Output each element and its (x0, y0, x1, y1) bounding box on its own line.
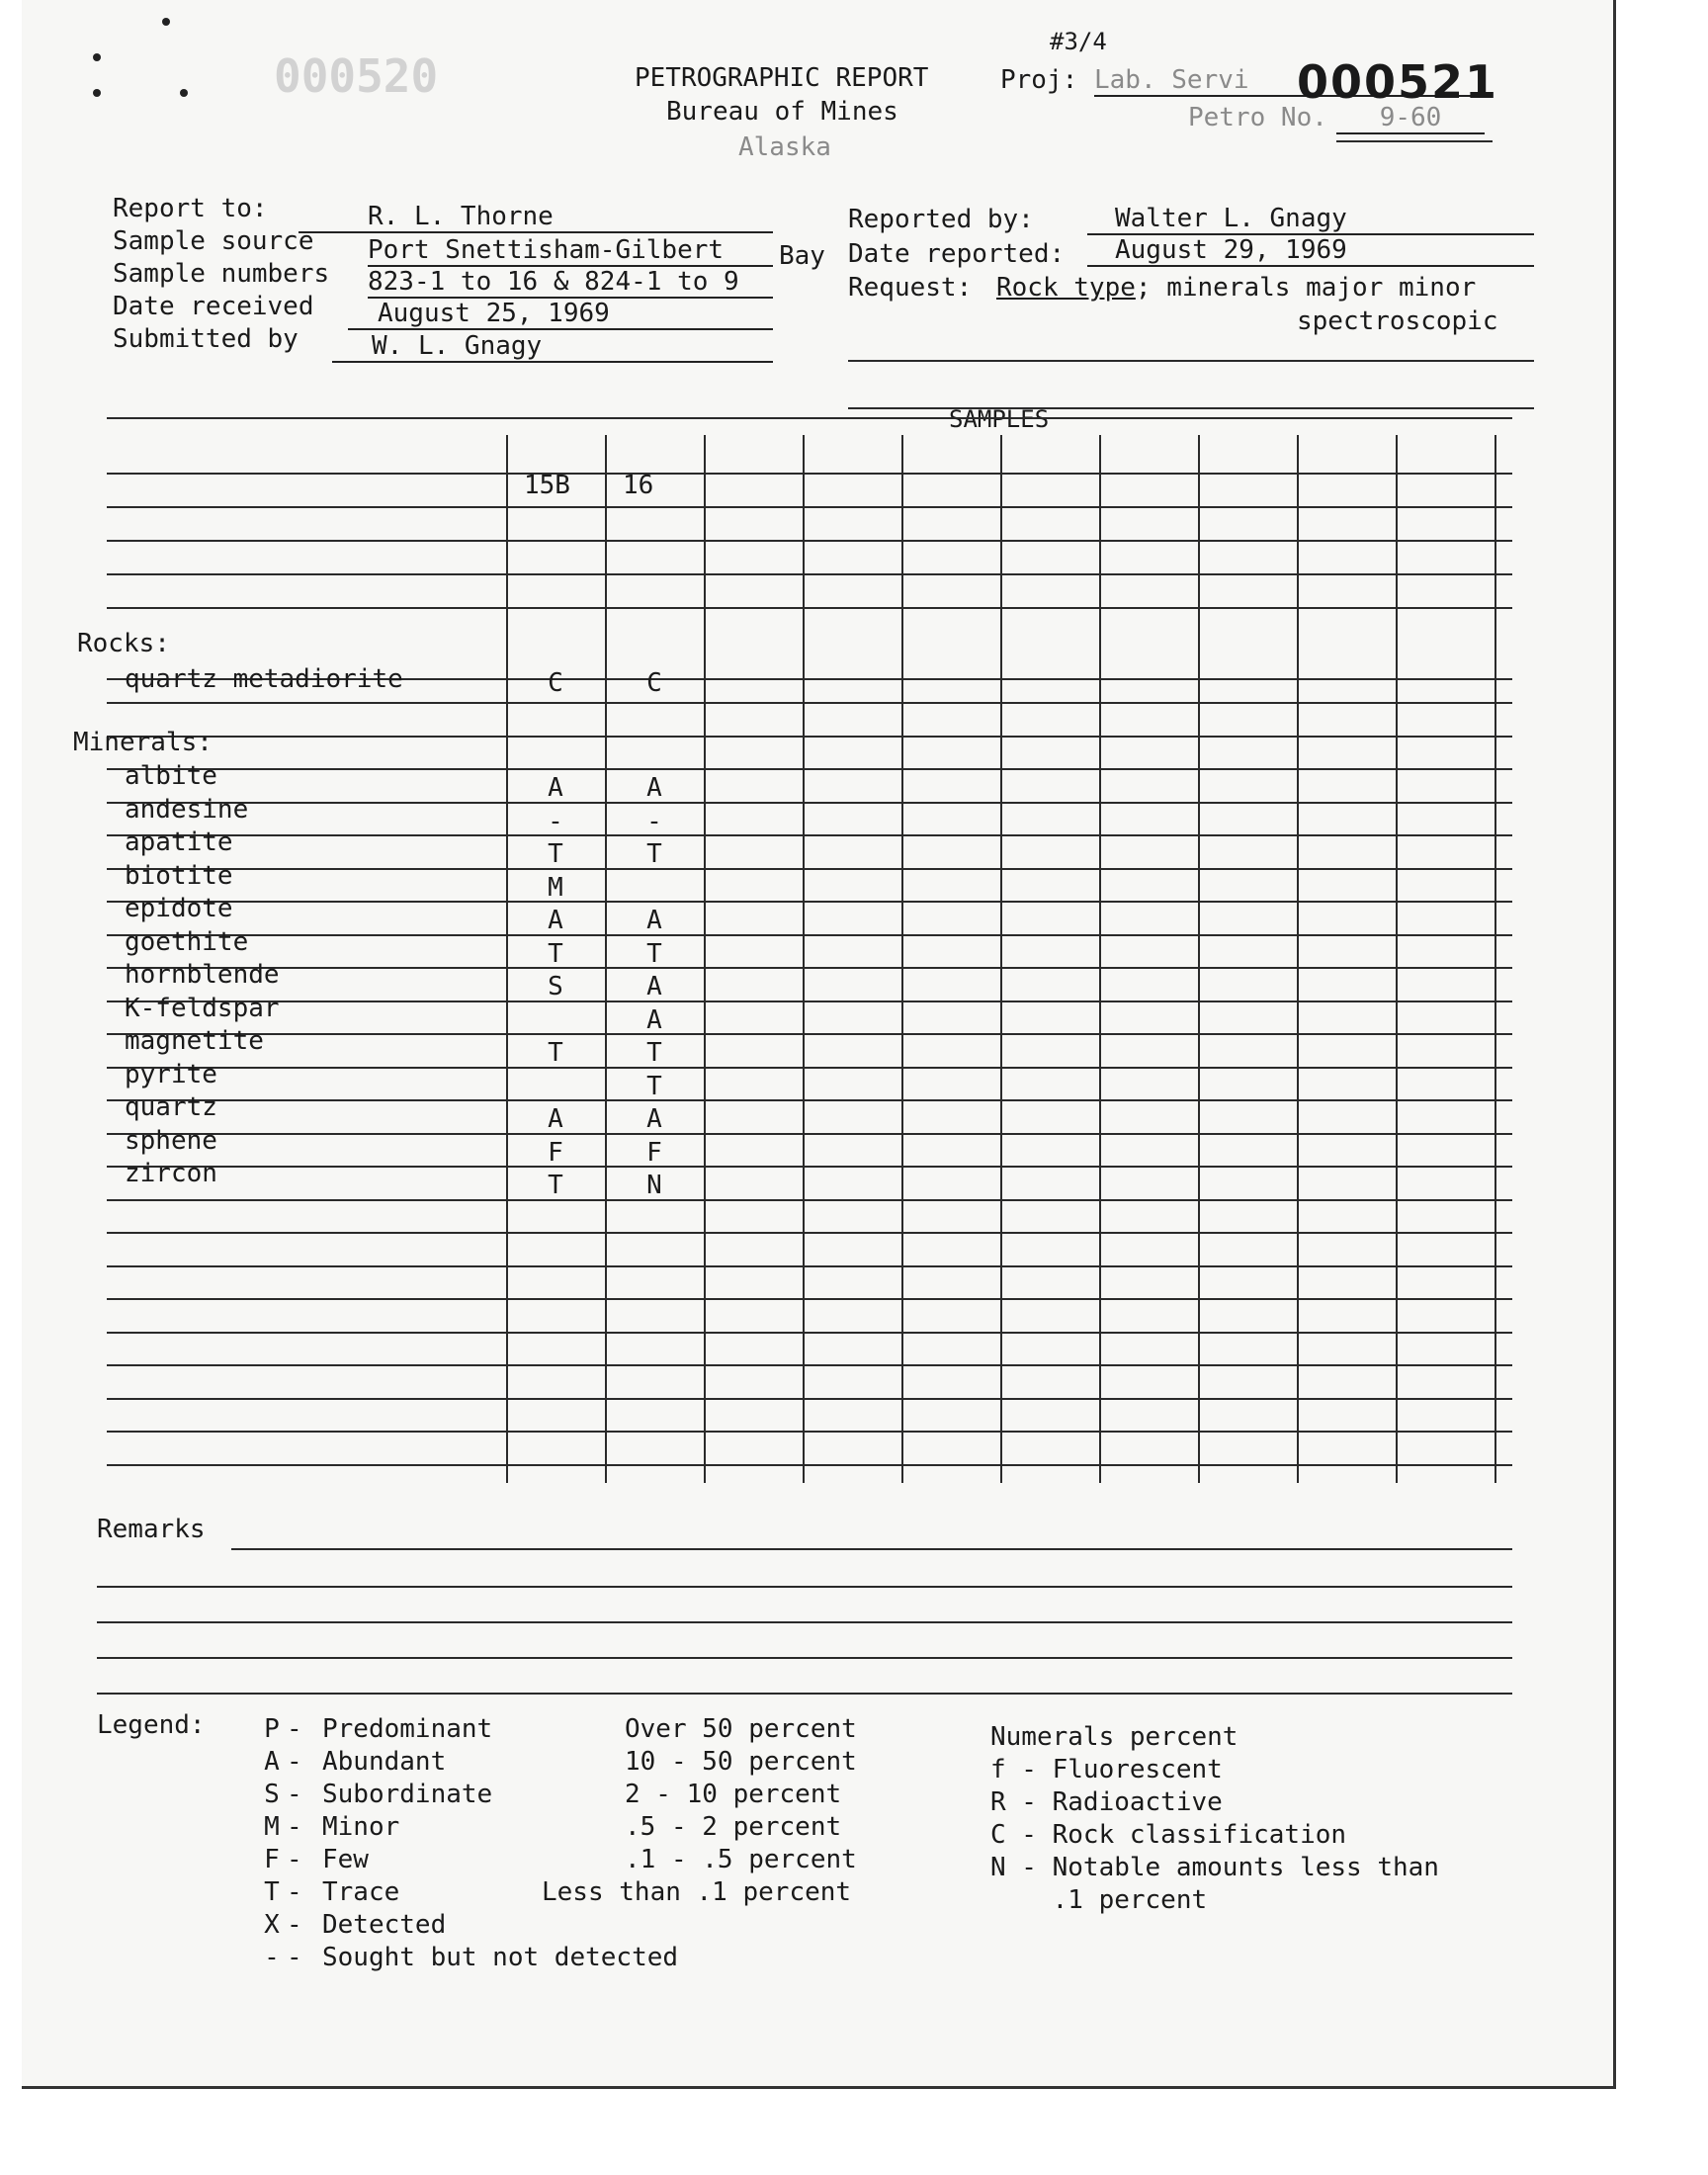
mineral-value: A (646, 1005, 662, 1035)
remarks-line (97, 1621, 1512, 1623)
legend-code-range: .5 - 2 percent (625, 1812, 842, 1842)
request-value (996, 273, 1476, 303)
mineral-value: A (646, 972, 662, 1001)
report-to-label: Report to: (113, 194, 268, 223)
minerals-heading: Minerals: (73, 728, 213, 757)
table-column-line (605, 435, 607, 1483)
table-rule (107, 573, 1512, 575)
mineral-value: T (548, 839, 563, 869)
mineral-value: A (646, 1104, 662, 1134)
table-rule (107, 1000, 1512, 1002)
request-blank-line (848, 360, 1534, 362)
legend-code-name: Minor (322, 1812, 400, 1842)
legend-note: N - Notable amounts less than (990, 1853, 1439, 1882)
request-value-rest: ; minerals major minor (1135, 273, 1477, 303)
rocks-heading: Rocks: (77, 629, 170, 658)
table-rule (107, 967, 1512, 969)
table-rule (107, 934, 1512, 936)
table-column-line (1099, 435, 1101, 1483)
table-rule (107, 1398, 1512, 1400)
table-rule (107, 901, 1512, 903)
legend-code: S (264, 1780, 280, 1809)
table-rule (107, 1166, 1512, 1168)
mineral-value: T (646, 839, 662, 869)
table-rule (107, 540, 1512, 542)
table-column-line (1297, 435, 1299, 1483)
sample-id: 16 (623, 471, 654, 500)
legend-code: P (264, 1714, 280, 1744)
legend-code: - (264, 1943, 280, 1972)
legend-code: M (264, 1812, 280, 1842)
reported-by-value: Walter L. Gnagy (1087, 204, 1534, 235)
mineral-name: andesine (125, 795, 249, 825)
legend-code: F (264, 1845, 280, 1874)
legend-code-range: 2 - 10 percent (625, 1780, 842, 1809)
mineral-value: N (646, 1171, 662, 1200)
table-rule (107, 1332, 1512, 1334)
mineral-name: biotite (125, 861, 233, 891)
rock-name: quartz metadiorite (125, 664, 403, 694)
legend-label: Legend: (97, 1710, 206, 1740)
mineral-name: pyrite (125, 1060, 217, 1089)
remarks-line (97, 1693, 1512, 1695)
scan-speck (162, 18, 170, 26)
mineral-value: A (646, 773, 662, 803)
legend-note: f - Fluorescent (990, 1755, 1223, 1784)
legend-dash: - (287, 1943, 302, 1972)
legend-code-name: Detected (322, 1910, 447, 1940)
scan-speck (180, 89, 188, 97)
table-rule (107, 1265, 1512, 1267)
legend-code-name: Few (322, 1845, 369, 1874)
table-rule (107, 702, 1512, 704)
table-rule (107, 506, 1512, 508)
remarks-line (97, 1586, 1512, 1588)
table-rule (107, 768, 1512, 770)
mineral-value: F (548, 1138, 563, 1168)
table-rule (107, 1464, 1512, 1466)
mineral-value: - (646, 807, 662, 836)
mineral-value: F (646, 1138, 662, 1168)
legend-note: R - Radioactive (990, 1787, 1223, 1817)
date-reported-label: Date reported: (848, 239, 1066, 269)
table-rule (107, 834, 1512, 836)
table-column-line (1494, 435, 1496, 1483)
request-value-line2: spectroscopic (1297, 306, 1498, 336)
sample-numbers-value: 823-1 to 16 & 824-1 to 9 (368, 267, 773, 299)
table-column-line (1198, 435, 1200, 1483)
mineral-value: A (548, 906, 563, 935)
document-stamp-number: 000521 (1297, 55, 1499, 109)
request-label: Request: (848, 273, 973, 303)
report-page (22, 0, 1616, 2089)
mineral-name: albite (125, 761, 217, 791)
bleed-through-number: 000520 (274, 49, 439, 103)
date-received-value: August 25, 1969 (348, 299, 773, 330)
legend-note: .1 percent (990, 1885, 1208, 1915)
legend-code-range: Over 50 percent (625, 1714, 857, 1744)
legend-code-name: Subordinate (322, 1780, 493, 1809)
samples-title: SAMPLES (949, 405, 1050, 433)
table-rule (107, 1199, 1512, 1201)
table-rule (107, 1033, 1512, 1035)
mineral-name: apatite (125, 827, 233, 857)
legend-code: T (264, 1877, 280, 1907)
legend-code-range: 10 - 50 percent (625, 1747, 857, 1777)
mineral-value: S (548, 972, 563, 1001)
legend-dash: - (287, 1910, 302, 1940)
table-rule (107, 1067, 1512, 1069)
request-value-underlined: Rock type (996, 273, 1136, 303)
mineral-name: sphene (125, 1126, 217, 1156)
mineral-name: epidote (125, 894, 233, 923)
legend-dash: - (287, 1780, 302, 1809)
mineral-value: M (548, 873, 563, 903)
report-to-value: R. L. Thorne (299, 202, 773, 233)
table-rule (107, 417, 1512, 419)
mineral-value: A (548, 773, 563, 803)
remarks-line (231, 1548, 1512, 1550)
table-column-line (1000, 435, 1002, 1483)
table-rule (107, 1364, 1512, 1366)
table-column-line (506, 435, 508, 1483)
legend-note: Numerals percent (990, 1722, 1238, 1752)
scan-speck (93, 89, 101, 97)
mineral-name: hornblende (125, 960, 280, 990)
sample-source-label: Sample source (113, 226, 314, 256)
submitted-by-value: W. L. Gnagy (332, 331, 773, 363)
agency-name: Bureau of Mines (666, 97, 898, 127)
legend-note: C - Rock classification (990, 1820, 1347, 1850)
submitted-by-label: Submitted by (113, 324, 299, 354)
table-rule (107, 607, 1512, 609)
table-rule (107, 1232, 1512, 1234)
legend-dash: - (287, 1845, 302, 1874)
remarks-label: Remarks (97, 1515, 206, 1544)
sample-source-extra: Bay (779, 241, 825, 271)
mineral-name: K-feldspar (125, 994, 280, 1023)
sample-id: 15B (524, 471, 570, 500)
mineral-value: T (646, 1072, 662, 1101)
proj-value: Lab. Servi (1094, 65, 1490, 97)
rock-value: C (646, 668, 662, 698)
table-rule (107, 868, 1512, 870)
mineral-value: T (646, 1038, 662, 1068)
legend-code-name: Trace (322, 1877, 400, 1907)
mineral-name: magnetite (125, 1026, 264, 1056)
legend-code: A (264, 1747, 280, 1777)
scan-speck (93, 53, 101, 61)
table-column-line (1396, 435, 1398, 1483)
legend-dash: - (287, 1812, 302, 1842)
legend-code-range: .1 - .5 percent (625, 1845, 857, 1874)
mineral-name: goethite (125, 927, 249, 957)
reported-by-label: Reported by: (848, 205, 1034, 234)
table-rule (107, 473, 1512, 475)
petro-label: Petro No. (1188, 103, 1327, 132)
mineral-value: T (548, 1038, 563, 1068)
rock-value: C (548, 668, 563, 698)
mineral-value: T (548, 939, 563, 969)
legend-code-name: Predominant (322, 1714, 493, 1744)
remarks-line (97, 1657, 1512, 1659)
petro-value: 9-60 (1336, 103, 1485, 134)
legend-code-range: Less than .1 percent (542, 1877, 852, 1907)
sample-source-value: Port Snettisham-Gilbert (368, 235, 773, 267)
table-column-line (704, 435, 706, 1483)
table-rule (107, 802, 1512, 804)
table-column-line (901, 435, 903, 1483)
state-name: Alaska (738, 132, 831, 162)
handwritten-page-number: #3/4 (1050, 28, 1107, 55)
sample-numbers-label: Sample numbers (113, 259, 330, 289)
mineral-value: T (646, 939, 662, 969)
legend-code-name: Sought but not detected (322, 1943, 679, 1972)
mineral-name: zircon (125, 1159, 217, 1188)
date-received-label: Date received (113, 292, 314, 321)
mineral-value: A (548, 1104, 563, 1134)
legend-dash: - (287, 1714, 302, 1744)
legend-dash: - (287, 1877, 302, 1907)
legend-code: X (264, 1910, 280, 1940)
mineral-value: A (646, 906, 662, 935)
report-title: PETROGRAPHIC REPORT (635, 63, 929, 93)
legend-code-name: Abundant (322, 1747, 447, 1777)
mineral-name: quartz (125, 1092, 217, 1122)
table-column-line (803, 435, 805, 1483)
table-rule (107, 1133, 1512, 1135)
mineral-value: - (548, 807, 563, 836)
date-reported-value: August 29, 1969 (1087, 235, 1534, 267)
table-rule (107, 1298, 1512, 1300)
petro-underline-2 (1336, 140, 1493, 142)
table-rule (107, 1099, 1512, 1101)
proj-label: Proj: (1000, 65, 1078, 95)
legend-dash: - (287, 1747, 302, 1777)
table-rule (107, 736, 1512, 738)
table-rule (107, 1431, 1512, 1433)
mineral-value: T (548, 1171, 563, 1200)
